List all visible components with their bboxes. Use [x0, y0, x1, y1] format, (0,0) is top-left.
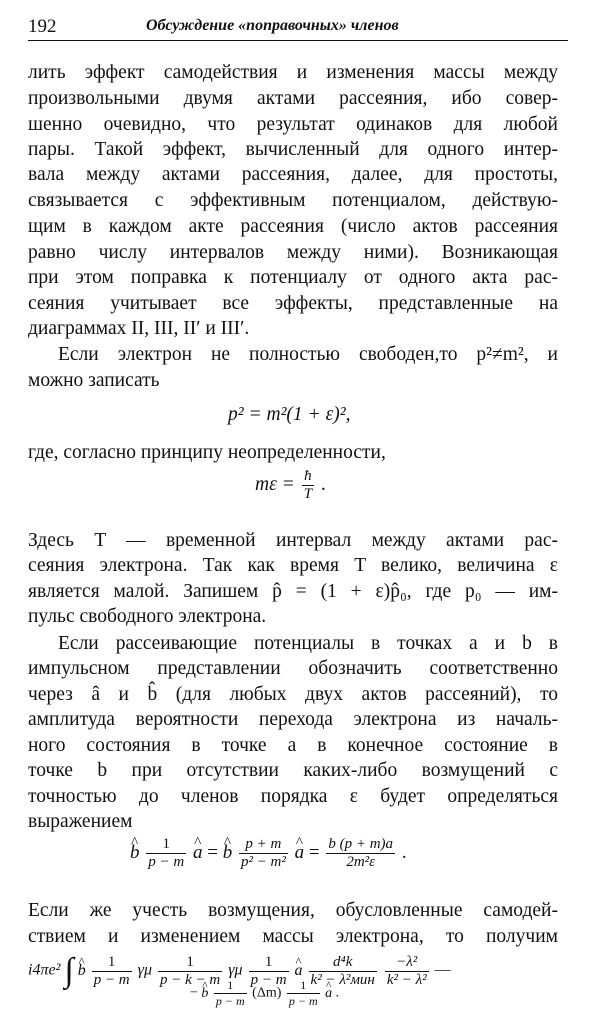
formula-part: i4πe² — [28, 961, 61, 979]
integral-sign: ∫ — [64, 952, 74, 989]
fraction-denominator: k² − λ²мин — [310, 971, 375, 988]
text-line: можно записать — [28, 370, 160, 391]
text-line: где, согласно принципу неопределенности, — [28, 442, 386, 463]
text-line: сеяния учитывает все эффекты, представленные на — [28, 293, 558, 314]
fraction-numerator: 1 — [227, 978, 234, 992]
fraction — [146, 836, 186, 871]
formula-mass-term — [190, 978, 339, 1009]
formula-symbol: ^ b — [201, 986, 208, 1002]
fraction-denominator: p − m — [250, 971, 287, 988]
text-line: сеяния электрона. Так как время T велико, величина ε — [28, 555, 558, 576]
fraction-denominator: p − m — [288, 994, 318, 1008]
text-line: импульсном представлении обозначить соответственно — [28, 658, 558, 679]
text-line: точке b при отсутствии каких-либо возмущений с — [28, 760, 558, 781]
fraction — [287, 978, 320, 1009]
fraction — [326, 836, 395, 871]
formula-m-epsilon — [255, 468, 326, 503]
fraction-numerator: d⁴k — [333, 953, 353, 970]
text-line: диаграммах II, III, II′ и III′. — [28, 318, 250, 339]
running-title: Обсуждение «поправочных» членов — [146, 17, 399, 34]
formula-part: — — [434, 961, 451, 979]
formula-p-squared: p² = m²(1 + ε)², — [228, 404, 351, 425]
text-line: шенно очевидно, что результат одинаков для любой — [28, 114, 558, 135]
text-line: выражением — [28, 811, 133, 832]
fraction — [214, 978, 247, 1009]
fraction-numerator: b (p + m)a — [328, 836, 394, 852]
text-line: является малой. Запишем p̂ = (1 + ε)p̂₀, где p₀ — им- — [28, 581, 558, 602]
formula-part: = — [207, 841, 218, 863]
fraction-numerator: ħ — [304, 468, 312, 484]
text-line: вала между актами рассеяния, далее, для простоты, — [28, 164, 558, 185]
text-line: щим в каждом акте рассеяния (число актов рассеяния — [28, 216, 558, 237]
text-line: при этом поправка к потенциалу от одного акта рас- — [28, 267, 558, 288]
fraction-numerator: 1 — [107, 953, 116, 970]
formula-symbol: ^ a — [193, 842, 203, 864]
formula-part: (Δm) — [252, 985, 282, 1001]
fraction-numerator: 1 — [186, 953, 194, 970]
text-line: Здесь T — временной интервал между актами рас- — [28, 530, 558, 551]
text-line: ствием и изменением массы электрона, то получим — [28, 926, 558, 947]
text-line: равно числу интервалов между ними). Возникающая — [28, 242, 558, 263]
text-line: пульс свободного электрона. — [28, 606, 267, 627]
formula-symbol: ^ b — [78, 962, 86, 980]
fraction-denominator: p − k − m — [160, 971, 221, 988]
formula-symbol: ^ a — [295, 842, 305, 864]
fraction-denominator: p − m — [215, 994, 245, 1008]
formula-part: . — [335, 985, 340, 1001]
fraction-denominator: k² − λ² — [386, 971, 427, 988]
fraction-denominator: p − m — [148, 854, 185, 870]
formula-part: γμ — [137, 961, 152, 979]
formula-part: = — [308, 841, 320, 863]
text-line: амплитуда вероятности перехода электрона из началь- — [28, 709, 558, 730]
text-line: Если электрон не полностью свободен,то p²≠m², и — [58, 344, 558, 365]
formula-symbol: ^ a — [295, 962, 303, 980]
page-number: 192 — [28, 16, 57, 37]
formula-symbol: ^ b — [223, 842, 233, 864]
fraction-denominator: p − m — [93, 971, 130, 988]
fraction-numerator: 1 — [162, 836, 170, 852]
fraction-numerator: −λ² — [396, 953, 418, 970]
fraction-numerator: p + m — [245, 836, 282, 852]
fraction — [92, 954, 132, 989]
formula-amplitude — [130, 836, 407, 871]
formula-symbol: ^ b — [130, 842, 140, 864]
text-line: через â и b̂ (для любых двух актов рассеяний), то — [28, 684, 558, 705]
formula-part: − — [190, 985, 198, 1001]
formula-symbol: ^ a — [325, 986, 332, 1002]
formula-part: . — [401, 841, 407, 863]
fraction — [385, 954, 429, 989]
fraction — [239, 836, 288, 871]
fraction-denominator: p² − m² — [240, 854, 286, 870]
formula-part: . — [320, 473, 326, 495]
text-line: лить эффект самодействия и изменения массы между — [28, 62, 558, 83]
text-line: Если же учесть возмущения, обусловленные самодей- — [28, 900, 558, 921]
text-line: Если рассеивающие потенциалы в точках a и b в — [58, 633, 558, 654]
fraction-denominator: 2m²ε — [326, 853, 395, 871]
text-line: пары. Такой эффект, вычисленный для одного интер- — [28, 139, 558, 160]
fraction — [302, 468, 314, 503]
text-line: связывается с эффективным потенциалом, действую- — [28, 190, 558, 211]
fraction-numerator: 1 — [300, 978, 307, 992]
fraction-numerator: 1 — [264, 953, 273, 970]
fraction-denominator: T — [303, 486, 313, 502]
formula-part: γμ — [228, 961, 243, 979]
page-header — [28, 14, 568, 41]
text-line: произвольными двумя актами рассеяния, ибо совер- — [28, 88, 558, 109]
text-line: точностью до членов порядка ε будет определяться — [28, 786, 558, 807]
text-line: ного состояния в точке a в конечное состояние в — [28, 735, 558, 756]
formula-part: mε = — [255, 473, 295, 495]
